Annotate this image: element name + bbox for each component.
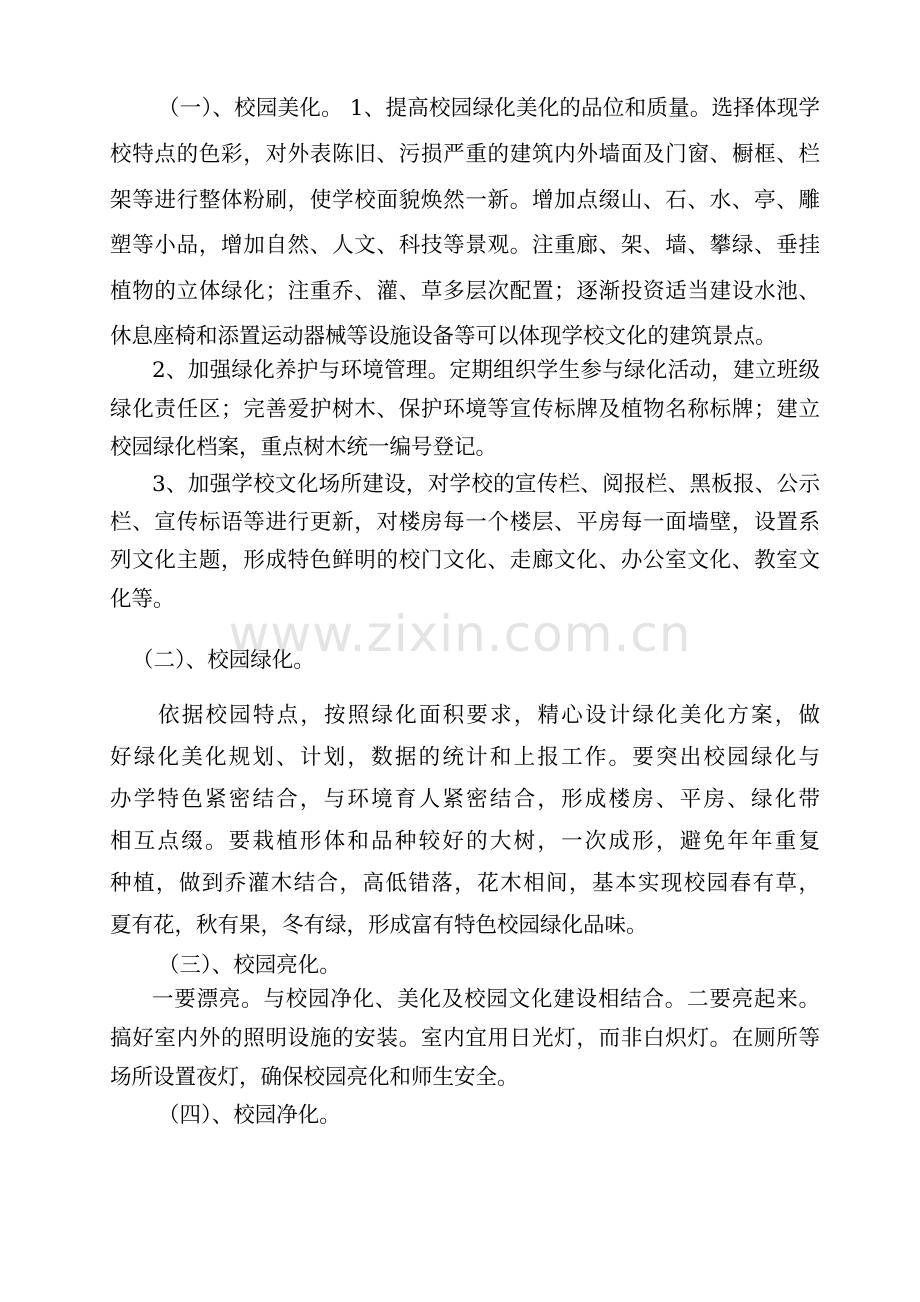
paragraph-line-4: 塑等小品，增加自然、人文、科技等景观。注重廊、架、墙、攀绿、垂挂 — [110, 233, 820, 258]
section-heading-3: （三）、校园亮化。 — [158, 953, 341, 978]
paragraph-line-13: 化等。 — [110, 587, 175, 612]
paragraph-line-15: 依据校园特点，按照绿化面积要求，精心设计绿化美化方案，做 — [158, 703, 820, 728]
paragraph-line-17: 办学特色紧密结合，与环境育人紧密结合，形成楼房、平房、绿化带 — [110, 787, 820, 812]
paragraph-line-2: 校特点的色彩，对外表陈旧、污损严重的建筑内外墙面及门窗、橱框、栏 — [110, 142, 820, 167]
paragraph-line-5: 植物的立体绿化；注重乔、灌、草多层次配置；逐渐投资适当建设水池、 — [110, 279, 820, 304]
paragraph-line-6: 休息座椅和添置运动器械等设施设备等可以体现学校文化的建筑景点。 — [110, 324, 777, 349]
paragraph-line-19: 种植，做到乔灌木结合，高低错落，花木相间，基本实现校园春有草， — [110, 871, 820, 896]
paragraph-line-10: 3、加强学校文化场所建设，对学校的宣传栏、阅报栏、黑板报、公示 — [152, 472, 820, 497]
section-heading-2: （二）、校园绿化。 — [132, 648, 315, 673]
paragraph-line-1: （一）、校园美化。 1、提高校园绿化美化的品位和质量。选择体现学 — [158, 96, 820, 121]
paragraph-line-20: 夏有花，秋有果，冬有绿，形成富有特色校园绿化品味。 — [110, 913, 648, 938]
paragraph-line-8: 绿化责任区；完善爱护树木、保护环境等宣传标牌及植物名称标牌；建立 — [110, 397, 820, 422]
paragraph-line-12: 列文化主题，形成特色鲜明的校门文化、走廊文化、办公室文化、教室文 — [110, 548, 820, 573]
paragraph-line-22: 一要漂亮。与校园净化、美化及校园文化建设相结合。二要亮起来。 — [152, 987, 820, 1012]
paragraph-line-23: 搞好室内外的照明设施的安装。室内宜用日光灯，而非白炽灯。在厕所等 — [110, 1026, 820, 1051]
paragraph-line-3: 架等进行整体粉刷，使学校面貌焕然一新。增加点缀山、石、水、亭、雕 — [110, 188, 820, 213]
paragraph-line-7: 2、加强绿化养护与环境管理。定期组织学生参与绿化活动，建立班级 — [152, 358, 820, 383]
paragraph-line-11: 栏、宣传标语等进行更新，对楼房每一个楼层、平房每一面墙壁，设置系 — [110, 510, 820, 535]
paragraph-line-16: 好绿化美化规划、计划，数据的统计和上报工作。要突出校园绿化与 — [110, 745, 820, 770]
paragraph-line-24: 场所设置夜灯，确保校园亮化和师生安全。 — [110, 1065, 519, 1090]
paragraph-line-9: 校园绿化档案，重点树木统一编号登记。 — [110, 435, 498, 460]
watermark: www.zixin.com.cn — [228, 605, 692, 663]
paragraph-line-18: 相互点缀。要栽植形体和品种较好的大树，一次成形，避免年年重复 — [110, 829, 820, 854]
section-heading-4: （四）、校园净化。 — [158, 1103, 341, 1128]
